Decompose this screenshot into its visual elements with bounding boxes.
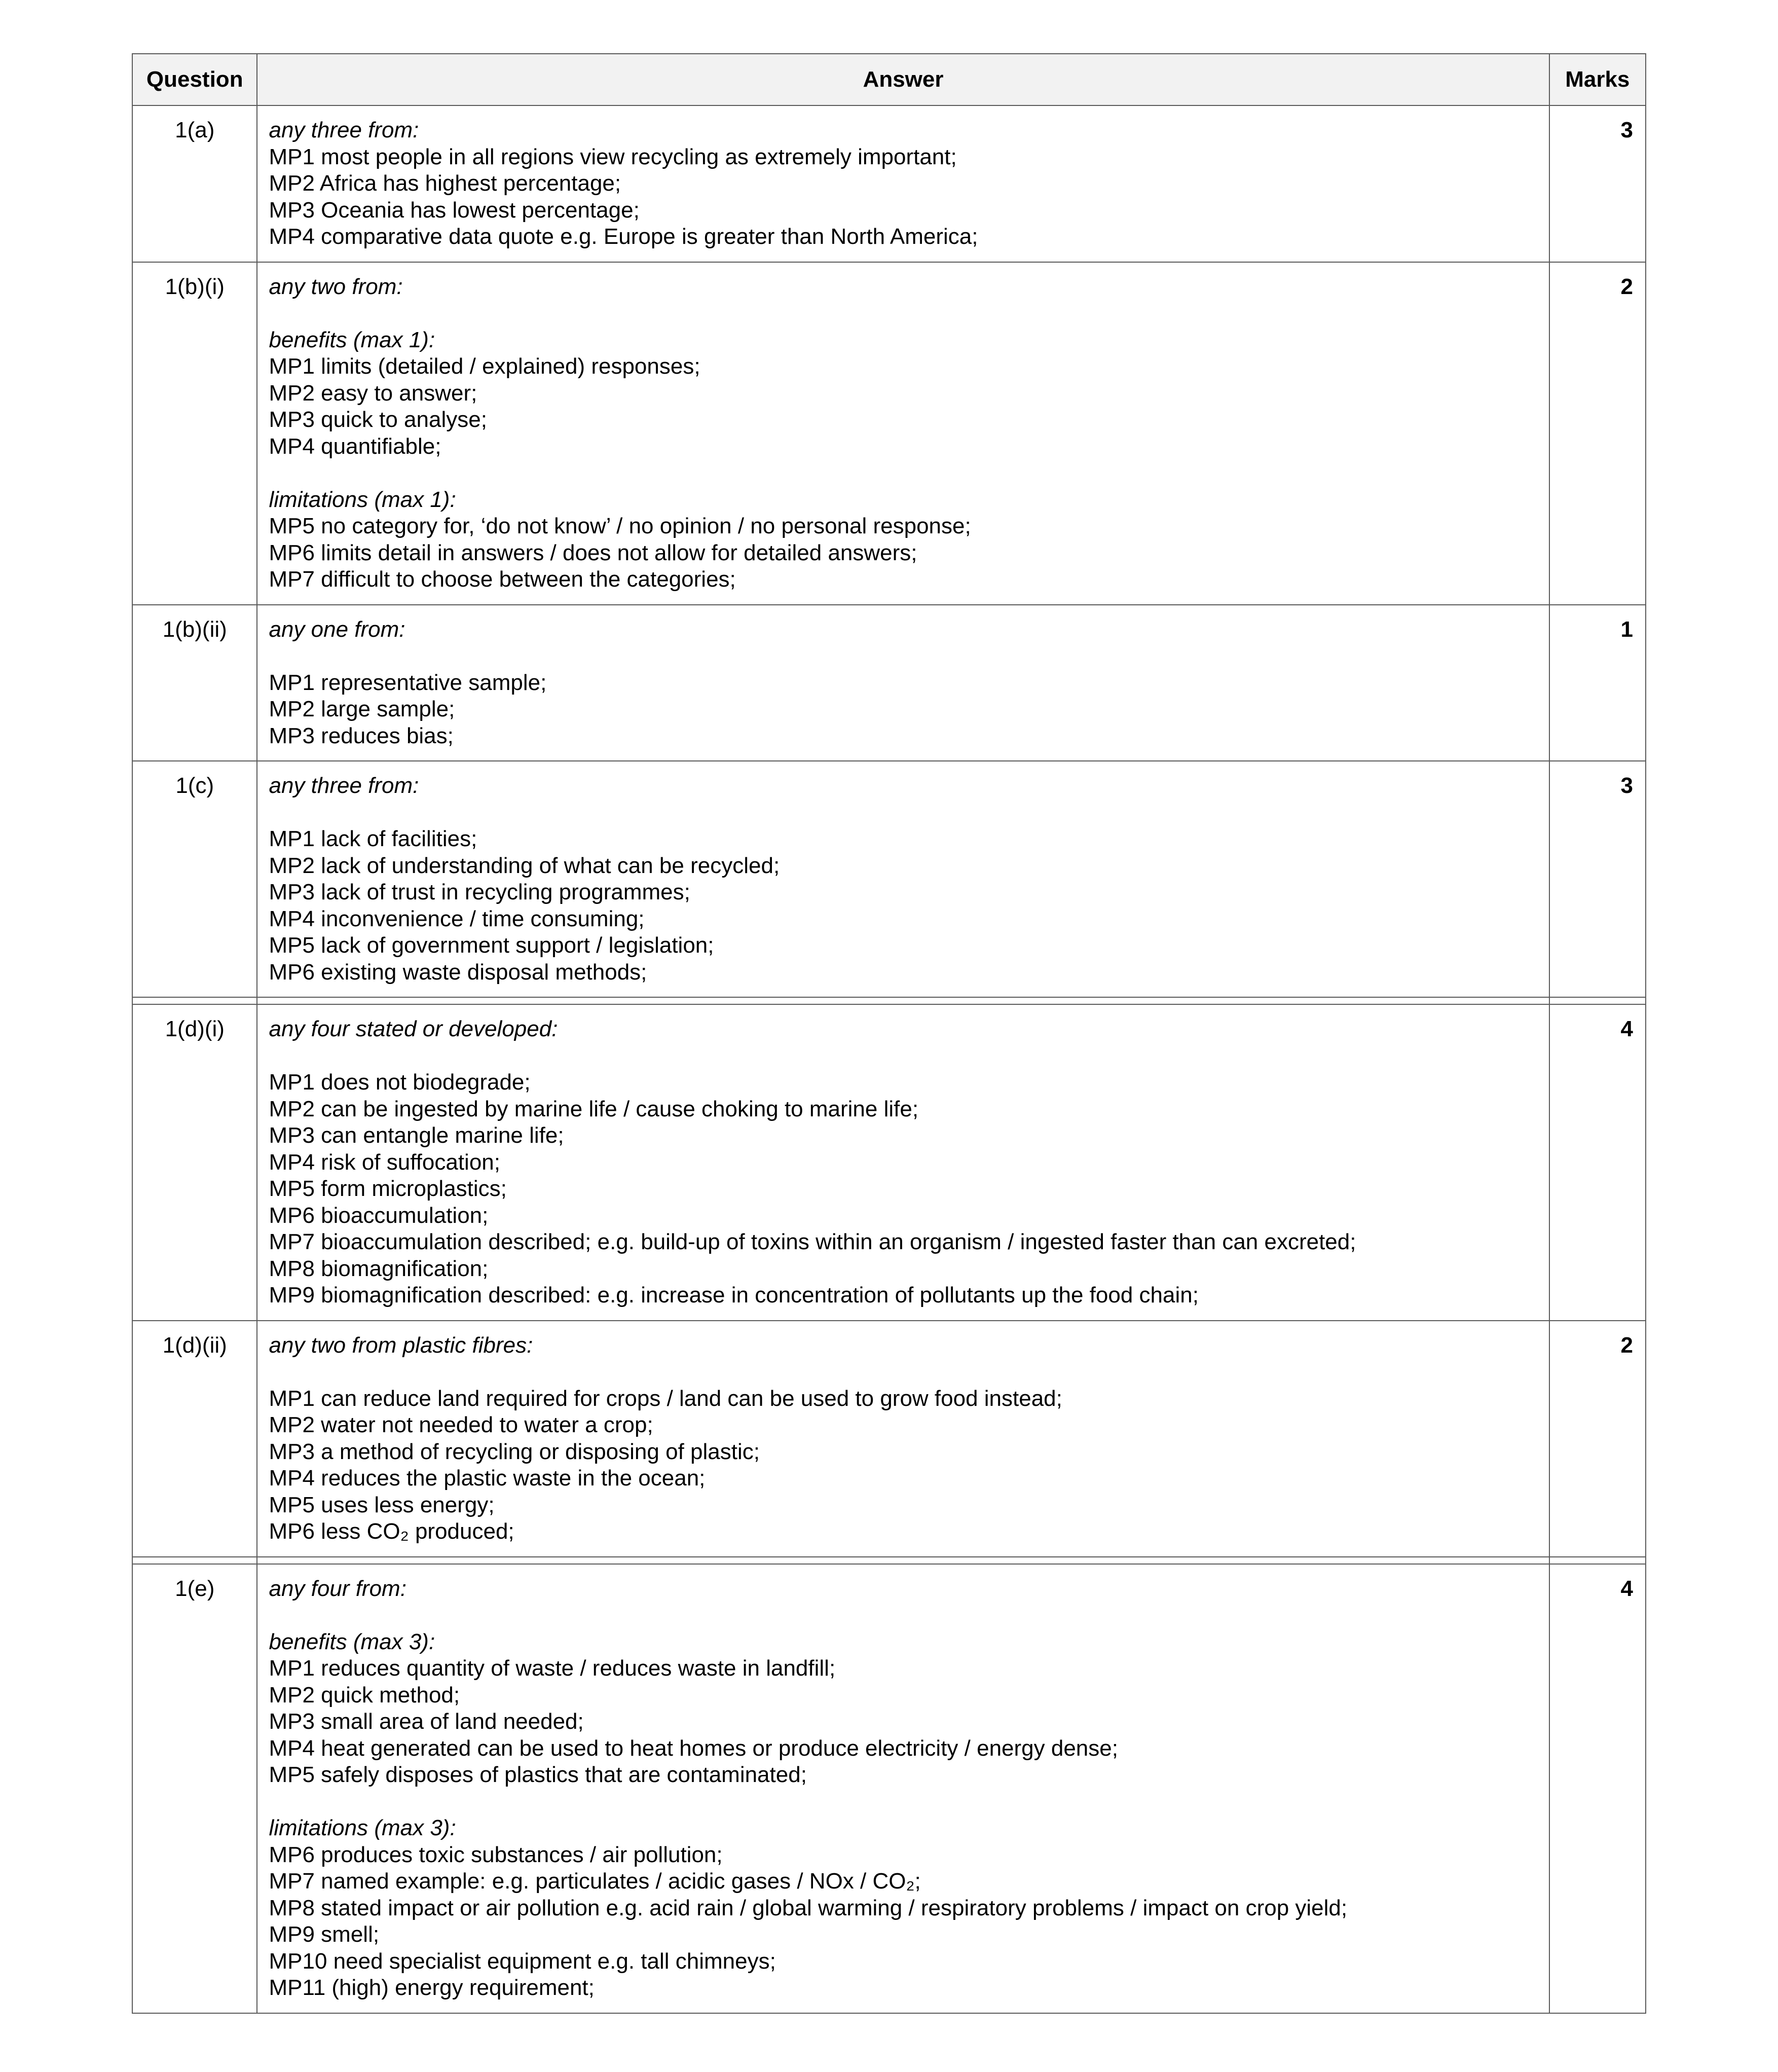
marks-value: 3 <box>1549 105 1646 262</box>
answer-cell <box>257 262 1549 605</box>
table-row <box>132 1004 1646 1321</box>
marking-point: MP11 (high) energy requirement; <box>269 1975 595 2000</box>
answer-column-header: Answer <box>257 54 1549 105</box>
row-separator <box>132 1557 1646 1564</box>
question-number: 1(d)(ii) <box>132 1321 257 1557</box>
marking-point: MP2 easy to answer; <box>269 380 477 406</box>
answer-intro: any two from: <box>269 274 403 299</box>
marking-point: MP1 can reduce land required for crops / land can be used to grow food instead; <box>269 1386 1062 1411</box>
marks-value: 4 <box>1549 1564 1646 2013</box>
marking-point: MP5 form microplastics; <box>269 1176 507 1201</box>
blank-line <box>269 1602 1537 1629</box>
answer-intro: any three from: <box>269 118 419 142</box>
marking-point: MP1 representative sample; <box>269 670 547 695</box>
answer-cell <box>257 105 1549 262</box>
benefits-heading: benefits (max 1): <box>269 327 435 352</box>
marking-point: MP1 reduces quantity of waste / reduces waste in landfill; <box>269 1656 836 1681</box>
marking-point: MP3 small area of land needed; <box>269 1709 584 1734</box>
answer-cell <box>257 1321 1549 1557</box>
marking-point: MP9 smell; <box>269 1922 380 1947</box>
blank-line <box>269 1043 1537 1070</box>
marking-point: MP3 Oceania has lowest percentage; <box>269 197 640 223</box>
marking-point: MP3 can entangle marine life; <box>269 1123 564 1148</box>
answer-intro: any two from plastic fibres: <box>269 1332 533 1358</box>
marking-point: MP2 quick method; <box>269 1682 460 1707</box>
marking-point: MP8 stated impact or air pollution e.g. acid rain / global warming / respiratory problems / impact on crop yield; <box>269 1895 1348 1920</box>
marking-point: MP2 lack of understanding of what can be recycled; <box>269 853 780 878</box>
answer-intro: any four stated or developed: <box>269 1016 558 1041</box>
marking-point: MP4 quantifiable; <box>269 433 441 459</box>
marking-point: MP4 heat generated can be used to heat homes or produce electricity / energy dense; <box>269 1735 1118 1761</box>
marking-point: MP3 quick to analyse; <box>269 407 487 432</box>
mark-scheme-table <box>132 53 1646 2014</box>
answer-intro: any three from: <box>269 773 419 798</box>
marks-column-header: Marks <box>1549 54 1646 105</box>
row-separator <box>132 997 1646 1004</box>
marks-value: 1 <box>1549 605 1646 761</box>
table-row <box>132 761 1646 997</box>
marking-point: MP4 risk of suffocation; <box>269 1149 500 1175</box>
table-header-row <box>132 54 1646 105</box>
marking-point: MP3 a method of recycling or disposing of plastic; <box>269 1439 760 1464</box>
marking-point: MP4 comparative data quote e.g. Europe is greater than North America; <box>269 224 978 249</box>
marking-point: MP5 uses less energy; <box>269 1492 495 1517</box>
answer-cell <box>257 1004 1549 1321</box>
marking-point: MP7 named example: e.g. particulates / acidic gases / NOx / CO₂; <box>269 1869 921 1894</box>
table-row <box>132 605 1646 761</box>
question-number: 1(b)(i) <box>132 262 257 605</box>
marking-point: MP5 safely disposes of plastics that are contaminated; <box>269 1762 807 1787</box>
marking-point: MP3 lack of trust in recycling programmes; <box>269 880 690 904</box>
table-row <box>132 1321 1646 1557</box>
marking-point: MP2 Africa has highest percentage; <box>269 171 621 196</box>
marking-point: MP2 can be ingested by marine life / cause choking to marine life; <box>269 1096 919 1121</box>
blank-line <box>269 1789 1537 1815</box>
table-row <box>132 262 1646 605</box>
table-row <box>132 1564 1646 2013</box>
blank-line <box>269 1359 1537 1386</box>
marking-point: MP8 biomagnification; <box>269 1256 489 1281</box>
limitations-heading: limitations (max 1): <box>269 487 456 512</box>
question-column-header: Question <box>132 54 257 105</box>
limitations-heading: limitations (max 3): <box>269 1815 456 1840</box>
marking-point: MP6 bioaccumulation; <box>269 1203 489 1228</box>
marking-point: MP6 limits detail in answers / does not allow for detailed answers; <box>269 540 917 565</box>
question-number: 1(b)(ii) <box>132 605 257 761</box>
marking-point: MP10 need specialist equipment e.g. tall chimneys; <box>269 1948 776 1974</box>
marks-value: 3 <box>1549 761 1646 997</box>
marking-point: MP1 most people in all regions view recycling as extremely important; <box>269 144 957 169</box>
marking-point: MP7 bioaccumulation described; e.g. build-up of toxins within an organism / ingested faster than can excreted; <box>269 1229 1356 1254</box>
blank-line <box>269 643 1537 670</box>
question-number: 1(c) <box>132 761 257 997</box>
marks-value: 2 <box>1549 262 1646 605</box>
marking-point: MP1 limits (detailed / explained) responses; <box>269 354 700 379</box>
marking-point: MP1 does not biodegrade; <box>269 1070 531 1095</box>
marking-point: MP4 inconvenience / time consuming; <box>269 906 645 931</box>
answer-cell <box>257 605 1549 761</box>
marks-value: 2 <box>1549 1321 1646 1557</box>
marking-point: MP9 biomagnification described: e.g. increase in concentration of pollutants up the food chain; <box>269 1283 1199 1307</box>
answer-intro: any four from: <box>269 1576 406 1601</box>
blank-line <box>269 300 1537 327</box>
marking-point: MP2 water not needed to water a crop; <box>269 1412 653 1437</box>
marking-point: MP6 less CO₂ produced; <box>269 1519 514 1544</box>
marking-point: MP2 large sample; <box>269 697 455 721</box>
benefits-heading: benefits (max 3): <box>269 1629 435 1654</box>
marks-value: 4 <box>1549 1004 1646 1321</box>
answer-cell <box>257 1564 1549 2013</box>
blank-line <box>269 799 1537 826</box>
answer-cell <box>257 761 1549 997</box>
marking-point: MP5 no category for, ‘do not know’ / no opinion / no personal response; <box>269 514 971 538</box>
question-number: 1(a) <box>132 105 257 262</box>
question-number: 1(e) <box>132 1564 257 2013</box>
blank-line <box>269 460 1537 487</box>
marking-point: MP7 difficult to choose between the categories; <box>269 567 736 592</box>
marking-point: MP3 reduces bias; <box>269 723 454 748</box>
marking-point: MP6 produces toxic substances / air pollution; <box>269 1842 723 1867</box>
marking-point: MP5 lack of government support / legislation; <box>269 933 714 958</box>
table-row <box>132 105 1646 262</box>
marking-point: MP1 lack of facilities; <box>269 826 477 851</box>
marking-point: MP4 reduces the plastic waste in the ocean; <box>269 1466 706 1491</box>
marking-point: MP6 existing waste disposal methods; <box>269 959 647 985</box>
question-number: 1(d)(i) <box>132 1004 257 1321</box>
answer-intro: any one from: <box>269 616 405 642</box>
